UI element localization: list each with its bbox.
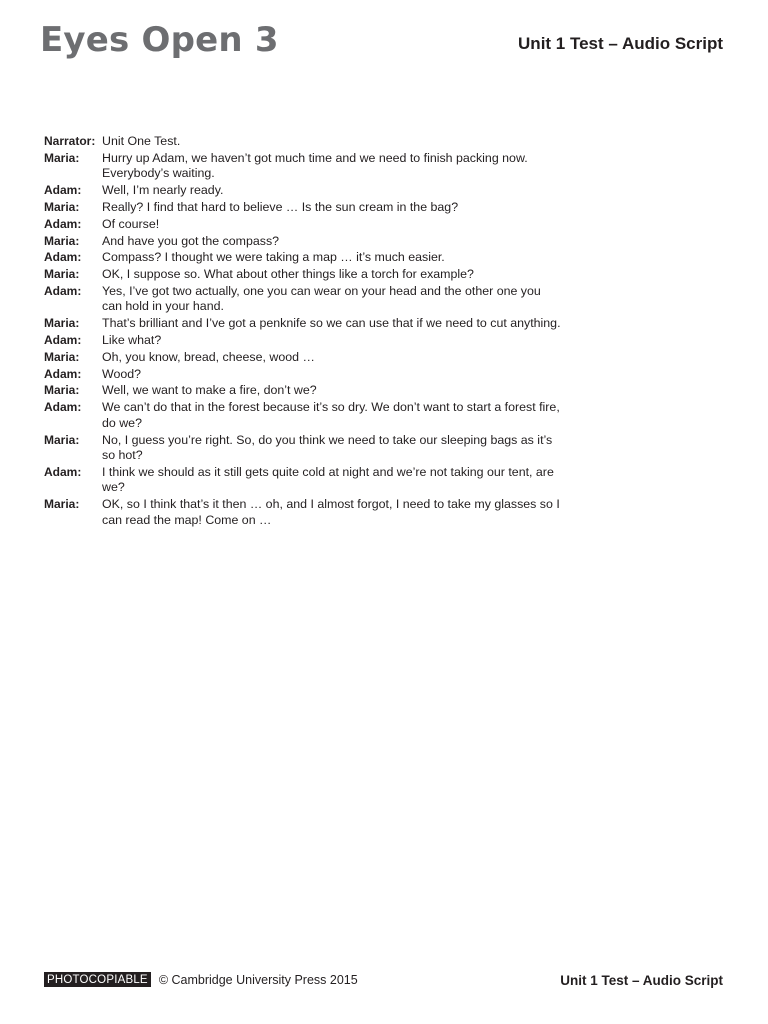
script-line <box>44 151 564 182</box>
script-line <box>44 497 564 528</box>
speaker-label: Maria: <box>44 150 80 165</box>
script-line <box>44 350 564 366</box>
script-line <box>44 465 564 496</box>
script-line <box>44 433 564 464</box>
speaker-label: Narrator: <box>44 134 96 148</box>
script-line <box>44 217 564 233</box>
footer-document-title: Unit 1 Test – Audio Script <box>560 973 723 988</box>
script-line <box>44 267 564 283</box>
line-text: Of course! <box>102 216 160 231</box>
line-text: We can’t do that in the forest because it’s so dry. We don’t want to start a forest fire, do we? <box>102 400 560 430</box>
speaker-label: Maria: <box>44 432 80 447</box>
script-line <box>44 234 564 250</box>
line-text: That’s brilliant and I’ve got a penknife so we can use that if we need to cut anything. <box>102 316 561 331</box>
script-line <box>44 284 564 315</box>
speaker-label: Adam: <box>44 183 82 198</box>
line-text: I think we should as it still gets quite cold at night and we’re not taking our tent, are we? <box>102 464 554 495</box>
document-title: Unit 1 Test – Audio Script <box>518 34 723 53</box>
line-text: Really? I find that hard to believe … Is the sun cream in the bag? <box>102 199 459 214</box>
script-line <box>44 183 564 199</box>
speaker-label: Adam: <box>44 366 82 381</box>
copyright-notice: © Cambridge University Press 2015 <box>158 972 358 987</box>
line-text: Well, we want to make a fire, don’t we? <box>102 383 317 398</box>
line-text: Compass? I thought we were taking a map … it’s much easier. <box>102 250 445 265</box>
script-line <box>44 333 564 349</box>
line-text: Yes, I’ve got two actually, one you can wear on your head and the other one you can hold in your hand. <box>102 283 541 314</box>
speaker-label: Maria: <box>44 316 80 331</box>
photocopiable-badge: PHOTOCOPIABLE <box>44 972 151 987</box>
line-text: Like what? <box>102 333 162 347</box>
speaker-label: Maria: <box>44 199 80 214</box>
speaker-label: Maria: <box>44 349 80 364</box>
speaker-label: Adam: <box>44 333 82 347</box>
line-text: No, I guess you’re right. So, do you think we need to take our sleeping bags as it’s so hot? <box>102 432 553 463</box>
line-text: OK, so I think that’s it then … oh, and I almost forgot, I need to take my glasses so I can read the map! Come on … <box>102 497 560 527</box>
book-title: Eyes Open 3 <box>40 20 279 60</box>
script-line <box>44 250 564 266</box>
speaker-label: Adam: <box>44 250 82 265</box>
speaker-label: Adam: <box>44 216 82 231</box>
script-line <box>44 367 564 383</box>
script-line <box>44 383 564 399</box>
line-text: Oh, you know, bread, cheese, wood … <box>102 349 315 364</box>
line-text: OK, I suppose so. What about other things like a torch for example? <box>102 267 474 282</box>
speaker-label: Maria: <box>44 233 80 248</box>
line-text: Wood? <box>102 366 142 381</box>
script-line <box>44 316 564 332</box>
script-line <box>44 200 564 216</box>
script-line <box>44 134 564 150</box>
line-text: Well, I’m nearly ready. <box>102 183 224 198</box>
audio-script <box>44 134 564 530</box>
speaker-label: Maria: <box>44 497 80 512</box>
speaker-label: Maria: <box>44 267 80 282</box>
line-text: Hurry up Adam, we haven’t got much time and we need to finish packing now. Everybody’s waiting. <box>102 150 528 181</box>
script-line <box>44 400 564 431</box>
line-text: Unit One Test. <box>102 134 181 148</box>
line-text: And have you got the compass? <box>102 233 280 248</box>
speaker-label: Maria: <box>44 383 80 398</box>
speaker-label: Adam: <box>44 400 82 415</box>
speaker-label: Adam: <box>44 464 82 479</box>
speaker-label: Adam: <box>44 283 82 298</box>
footer <box>44 972 358 987</box>
